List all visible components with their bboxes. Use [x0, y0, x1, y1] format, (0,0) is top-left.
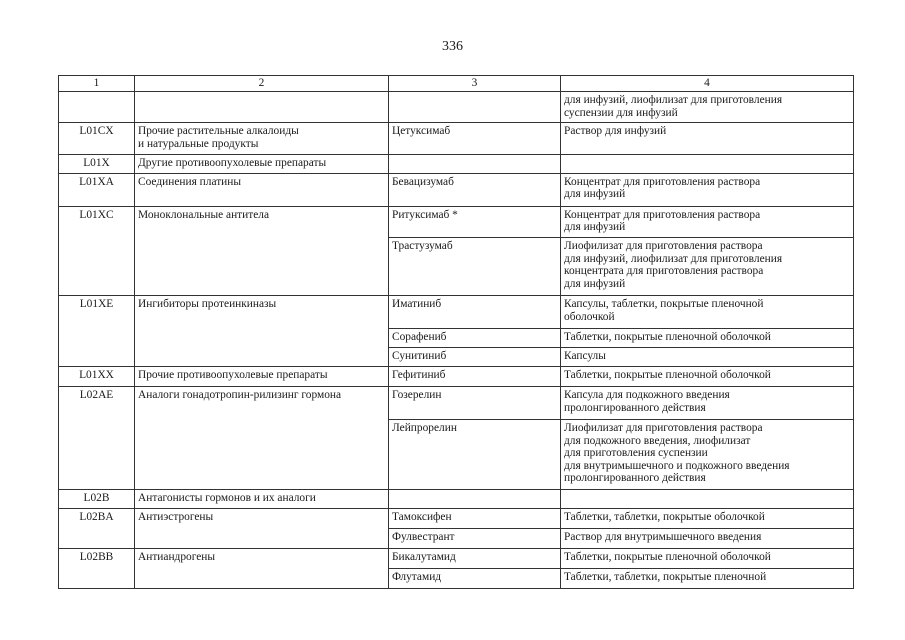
- table-row: [59, 489, 854, 508]
- pharmacological-group-cell: Ингибиторы протеинкиназы: [135, 295, 389, 366]
- dosage-form-cell: Капсулы: [561, 347, 854, 366]
- table-row: [59, 123, 854, 155]
- dosage-form-cell: Таблетки, таблетки, покрытые оболочкой: [561, 508, 854, 528]
- drug-name-cell: [389, 489, 561, 508]
- atc-code-cell: L02BB: [59, 548, 135, 588]
- column-header: 3: [389, 76, 561, 92]
- drug-name-cell: Флутамид: [389, 568, 561, 588]
- drug-name-cell: Ритуксимаб *: [389, 206, 561, 237]
- table-row: [59, 295, 854, 328]
- dosage-form-cell: [561, 155, 854, 174]
- pharmacological-group-cell: Аналоги гонадотропин-рилизинг гормона: [135, 386, 389, 489]
- pharmacological-group-cell: Антиэстрогены: [135, 508, 389, 548]
- atc-code-cell: [59, 92, 135, 123]
- table-row: [59, 206, 854, 237]
- dosage-form-cell: Лиофилизат для приготовления раствора для подкожного введения, лиофилизат для приготовления суспензии для внутримышечного и подкожного введения пролонгированного действия: [561, 419, 854, 489]
- dosage-form-cell: Таблетки, покрытые пленочной оболочкой: [561, 328, 854, 347]
- dosage-form-cell: Концентрат для приготовления раствора для инфузий: [561, 173, 854, 206]
- atc-code-cell: L01CX: [59, 123, 135, 155]
- table-row: [59, 155, 854, 174]
- dosage-form-cell: Таблетки, таблетки, покрытые пленочной: [561, 568, 854, 588]
- dosage-form-cell: для инфузий, лиофилизат для приготовления суспензии для инфузий: [561, 92, 854, 123]
- drug-name-cell: Цетуксимаб: [389, 123, 561, 155]
- table-row: [59, 548, 854, 568]
- pharmacological-group-cell: Моноклональные антитела: [135, 206, 389, 295]
- pharmacological-group-cell: Соединения платины: [135, 173, 389, 206]
- atc-code-cell: L02B: [59, 489, 135, 508]
- drug-name-cell: Гефитиниб: [389, 366, 561, 386]
- dosage-form-cell: Капсула для подкожного введения пролонгированного действия: [561, 386, 854, 419]
- drug-name-cell: Гозерелин: [389, 386, 561, 419]
- column-header: 1: [59, 76, 135, 92]
- column-header: 2: [135, 76, 389, 92]
- pharmacological-group-cell: [135, 92, 389, 123]
- table-row: [59, 92, 854, 123]
- drug-name-cell: Лейпрорелин: [389, 419, 561, 489]
- atc-code-cell: L01X: [59, 155, 135, 174]
- pharmacological-group-cell: Другие противоопухолевые препараты: [135, 155, 389, 174]
- drug-name-cell: Бевацизумаб: [389, 173, 561, 206]
- drug-name-cell: Тамоксифен: [389, 508, 561, 528]
- table-row: [59, 366, 854, 386]
- dosage-form-cell: Раствор для инфузий: [561, 123, 854, 155]
- dosage-form-cell: Таблетки, покрытые пленочной оболочкой: [561, 548, 854, 568]
- page-number: 336: [442, 39, 463, 54]
- dosage-form-cell: Капсулы, таблетки, покрытые пленочной оболочкой: [561, 295, 854, 328]
- atc-code-cell: L02AE: [59, 386, 135, 489]
- table-row: [59, 386, 854, 419]
- column-header: 4: [561, 76, 854, 92]
- dosage-form-cell: Концентрат для приготовления раствора для инфузий: [561, 206, 854, 237]
- atc-code-cell: L01XX: [59, 366, 135, 386]
- drug-name-cell: Иматиниб: [389, 295, 561, 328]
- dosage-form-cell: Таблетки, покрытые пленочной оболочкой: [561, 366, 854, 386]
- table-header-row: [59, 76, 854, 92]
- table-row: [59, 173, 854, 206]
- drug-name-cell: Трастузумаб: [389, 237, 561, 295]
- drug-table: [58, 75, 854, 589]
- table-row: [59, 508, 854, 528]
- pharmacological-group-cell: Прочие противоопухолевые препараты: [135, 366, 389, 386]
- drug-name-cell: Фулвестрант: [389, 528, 561, 548]
- dosage-form-cell: [561, 489, 854, 508]
- atc-code-cell: L01XE: [59, 295, 135, 366]
- atc-code-cell: L01XC: [59, 206, 135, 295]
- drug-name-cell: Сорафениб: [389, 328, 561, 347]
- drug-name-cell: Сунитиниб: [389, 347, 561, 366]
- pharmacological-group-cell: Прочие растительные алкалоиды и натуральные продукты: [135, 123, 389, 155]
- atc-code-cell: L01XA: [59, 173, 135, 206]
- dosage-form-cell: Раствор для внутримышечного введения: [561, 528, 854, 548]
- drug-name-cell: [389, 92, 561, 123]
- pharmacological-group-cell: Антагонисты гормонов и их аналоги: [135, 489, 389, 508]
- table-body: [59, 92, 854, 589]
- dosage-form-cell: Лиофилизат для приготовления раствора для инфузий, лиофилизат для приготовления концентрата для приготовления раствора для инфузий: [561, 237, 854, 295]
- atc-code-cell: L02BA: [59, 508, 135, 548]
- drug-name-cell: Бикалутамид: [389, 548, 561, 568]
- drug-name-cell: [389, 155, 561, 174]
- pharmacological-group-cell: Антиандрогены: [135, 548, 389, 588]
